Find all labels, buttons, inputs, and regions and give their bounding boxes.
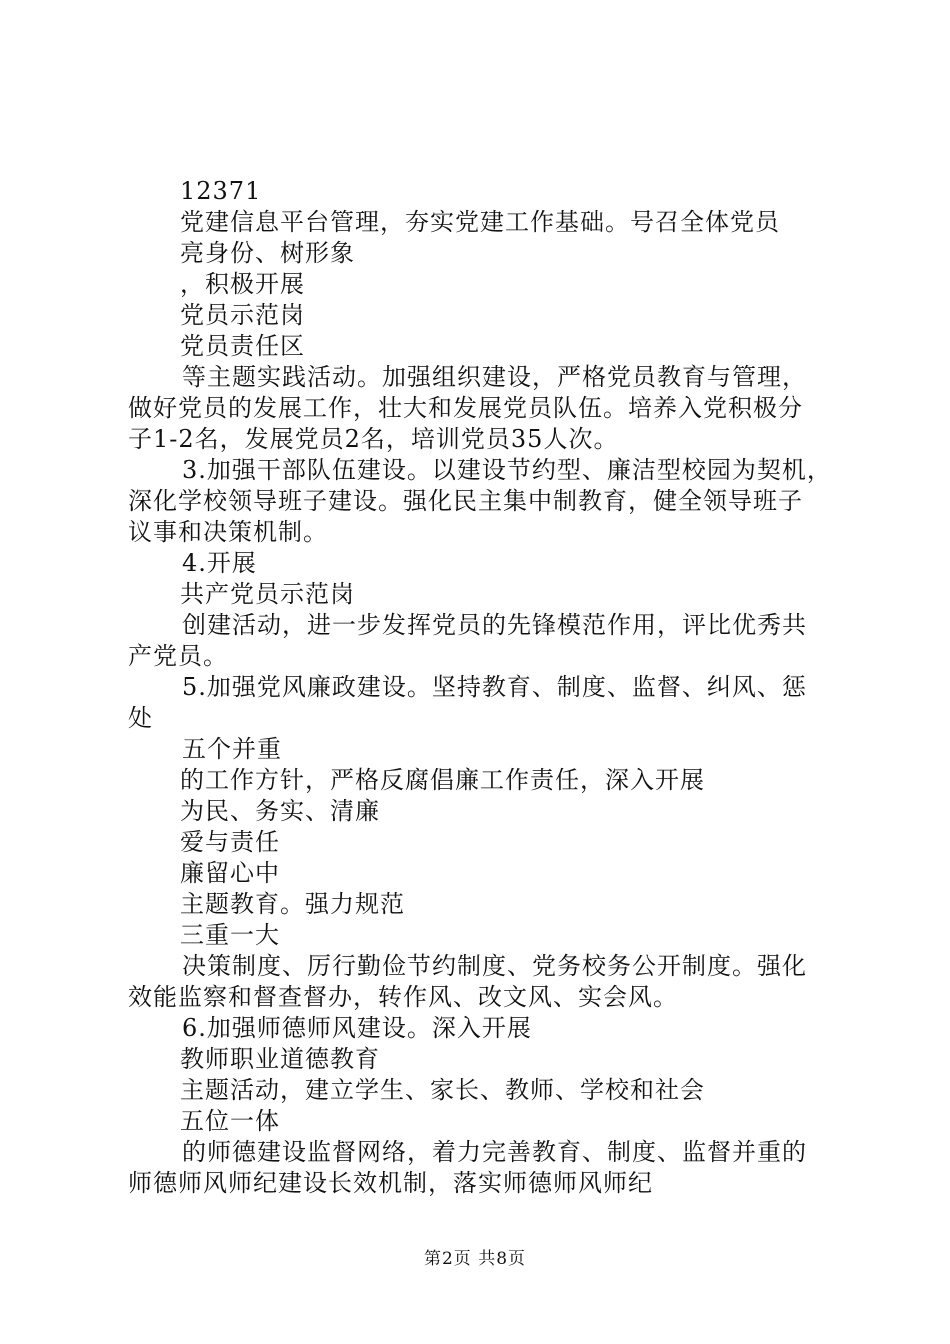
text-line: 创建活动，进一步发挥党员的先锋模范作用，评比优秀共: [182, 611, 807, 639]
text-line: 等主题实践活动。加强组织建设，严格党员教育与管理，: [182, 363, 807, 391]
text-line: 师德师风师纪建设长效机制，落实师德师风师纪: [128, 1169, 653, 1197]
text-line: 爱与责任: [180, 828, 280, 856]
text-line: 主题教育。强力规范: [180, 890, 405, 918]
text-line: 的师德建设监督网络，着力完善教育、制度、监督并重的: [182, 1138, 807, 1166]
text-line: 主题活动，建立学生、家长、教师、学校和社会: [180, 1076, 705, 1104]
text-line: 决策制度、厉行勤俭节约制度、党务校务公开制度。强化: [182, 952, 807, 980]
text-line: 4.开展: [182, 549, 257, 577]
text-line: 子1-2名，发展党员2名，培训党员35人次。: [128, 425, 619, 453]
text-line: 党员示范岗: [180, 301, 305, 329]
text-line: 五个并重: [182, 735, 282, 763]
text-line: 教师职业道德教育: [180, 1045, 380, 1073]
text-line: 效能监察和督查督办，转作风、改文风、实会风。: [128, 983, 678, 1011]
text-line: 共产党员示范岗: [180, 580, 355, 608]
document-body: [128, 176, 848, 1199]
text-line: 深化学校领导班子建设。强化民主集中制教育，健全领导班子: [128, 487, 803, 515]
text-line: 五位一体: [180, 1107, 280, 1135]
text-line: 6.加强师德师风建设。深入开展: [182, 1014, 532, 1042]
text-line: 产党员。: [128, 642, 228, 670]
text-line: 党员责任区: [180, 332, 305, 360]
text-line: 12371: [180, 177, 262, 205]
text-line: 的工作方针，严格反腐倡廉工作责任，深入开展: [180, 766, 705, 794]
text-line: 做好党员的发展工作，壮大和发展党员队伍。培养入党积极分: [128, 394, 803, 422]
text-line: 亮身份、树形象: [180, 239, 355, 267]
page-footer: 第2页 共8页: [423, 1249, 527, 1269]
text-line: ，积极开展: [180, 270, 305, 298]
text-line: 党建信息平台管理，夯实党建工作基础。号召全体党员: [180, 208, 780, 236]
text-line: 三重一大: [180, 921, 280, 949]
text-line: 3.加强干部队伍建设。以建设节约型、廉洁型校园为契机，: [182, 456, 832, 484]
text-line: 为民、务实、清廉: [180, 797, 380, 825]
text-line: 处: [128, 704, 153, 732]
text-line: 议事和决策机制。: [128, 518, 328, 546]
text-line: 5.加强党风廉政建设。坚持教育、制度、监督、纠风、惩: [182, 673, 807, 701]
text-line: 廉留心中: [180, 859, 280, 887]
